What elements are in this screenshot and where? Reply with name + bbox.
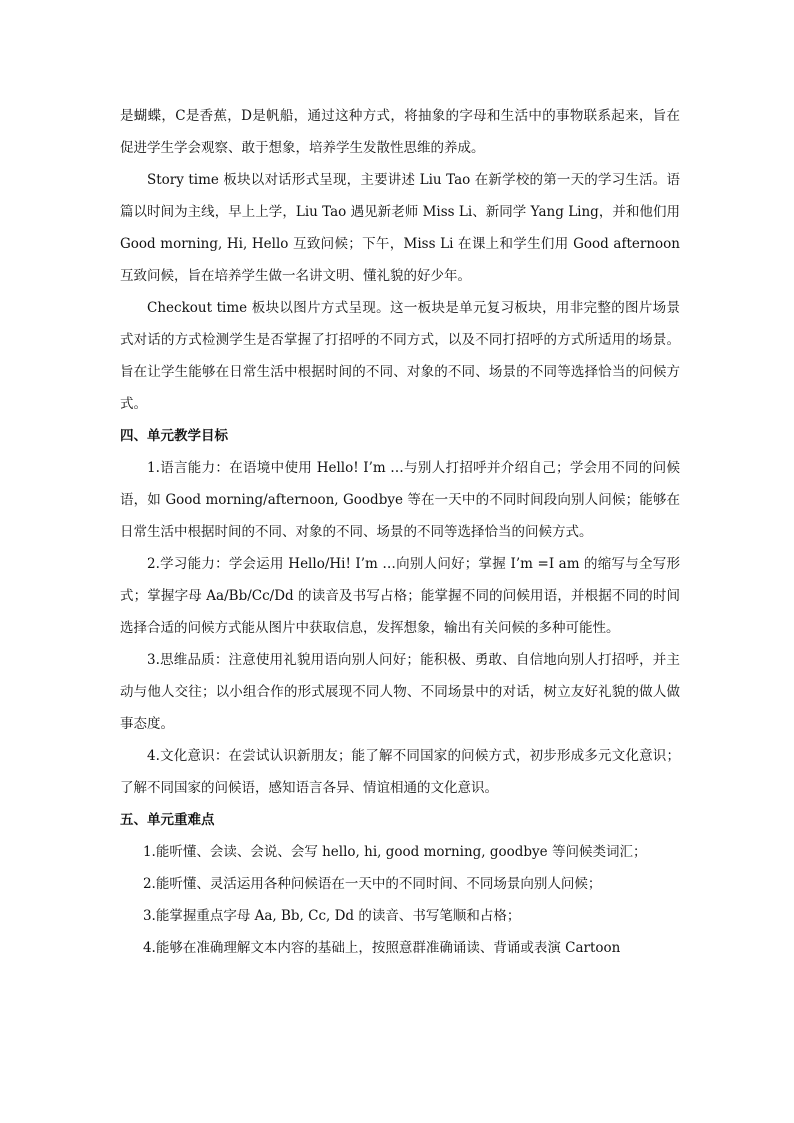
- checkout-time-paragraph: Checkout time 板块以图片方式呈现。这一板块是单元复习板块，用非完整的图片场景式对话的方式检测学生是否掌握了打招呼的不同方式，以及不同打招呼的方式所适用的场景。旨在让学生能够在日常生活中根据时间的不同、对象的不同、场景的不同等选择恰当的问候方式。: [120, 300, 680, 412]
- key-point-item: 1.能听懂、会读、会说、会写 hello, hi, good morning, goodbye 等问候类词汇；: [142, 844, 647, 860]
- key-point-item: 2.能听懂、灵活运用各种问候语在一天中的不同时间、不同场景向别人问候；: [142, 876, 602, 892]
- goal-learning-ability: 2.学习能力：学会运用 Hello/Hi! I’m …向别人问好；掌握 I’m =I am 的缩写与全写形式；掌握字母 Aa/Bb/Cc/Dd 的读音及书写占格；能掌握不同的问候用语，并根据不同的时间选择合适的问候方式能从图片中获取信息，发挥想象，输出有关问候的多种可能性。: [120, 556, 680, 636]
- key-point-item: 4.能够在准确理解文本内容的基础上，按照意群准确诵读、背诵或表演 Cartoon: [142, 940, 621, 956]
- document-page: [120, 100, 680, 964]
- section-heading-key-points: 五、单元重难点: [120, 812, 215, 828]
- goal-thinking-quality: 3.思维品质：注意使用礼貌用语向别人问好；能积极、勇敢、自信地向别人打招呼，并主动与他人交往；以小组合作的形式展现不同人物、不同场景中的对话，树立友好礼貌的做人做事态度。: [120, 652, 680, 732]
- section-heading-teaching-goals: 四、单元教学目标: [120, 428, 228, 444]
- goal-cultural-awareness: 4.文化意识：在尝试认识新朋友；能了解不同国家的问候方式，初步形成多元文化意识；了解不同国家的问候语，感知语言各异、情谊相通的文化意识。: [120, 748, 680, 796]
- intro-continuation-paragraph: 是蝴蝶，C是香蕉，D是帆船，通过这种方式，将抽象的字母和生活中的事物联系起来，旨在促进学生学会观察、敢于想象，培养学生发散性思维的养成。: [120, 108, 680, 156]
- story-time-paragraph: Story time 板块以对话形式呈现，主要讲述 Liu Tao 在新学校的第一天的学习生活。语篇以时间为主线，早上上学，Liu Tao 遇见新老师 Miss Li、新同学 Yang Ling，并和他们用 Good morning, Hi, Hello 互致问候；下午，Miss Li 在课上和学生们用 Good afternoon 互致问候，旨在培养学生做一名讲文明、懂礼貌的好少年。: [120, 172, 680, 284]
- goal-language-ability: 1.语言能力：在语境中使用 Hello! I’m …与别人打招呼并介绍自己；学会用不同的问候语，如 Good morning/afternoon, Goodbye 等在一天中的不同时间段向别人问候；能够在日常生活中根据时间的不同、对象的不同、场景的不同等选择恰当的问候方式。: [120, 460, 680, 540]
- key-point-item: 3.能掌握重点字母 Aa, Bb, Cc, Dd 的读音、书写笔顺和占格；: [142, 908, 521, 924]
